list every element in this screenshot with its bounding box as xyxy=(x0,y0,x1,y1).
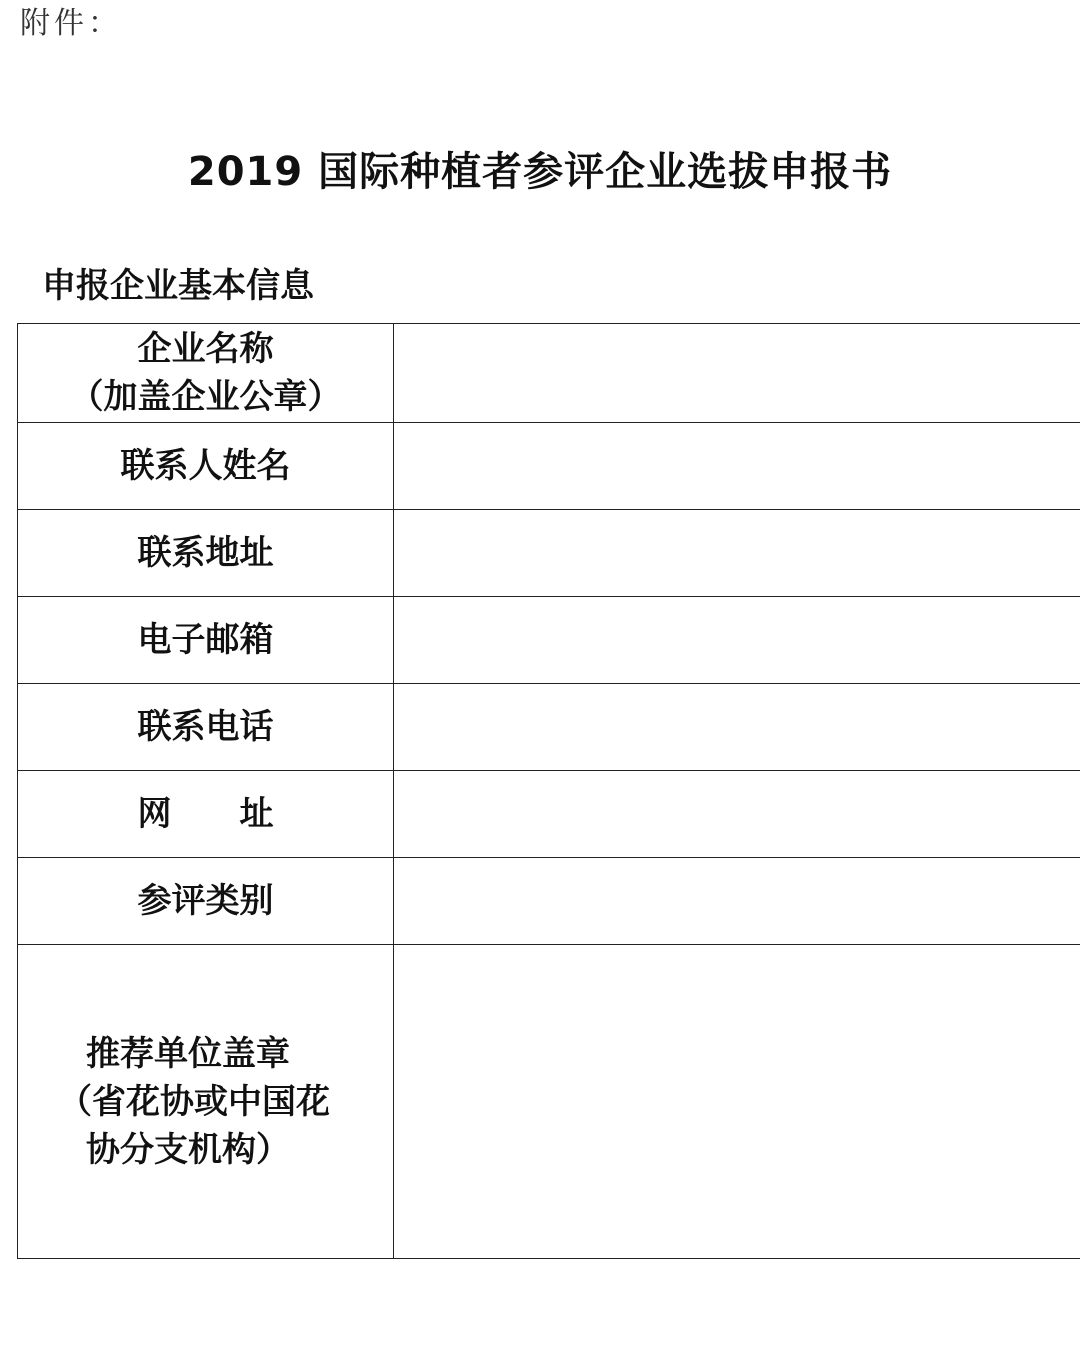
field-recommender-seal[interactable] xyxy=(394,945,1080,1259)
label-category xyxy=(18,858,394,945)
label-contact-name xyxy=(18,423,394,510)
table-row-company-name xyxy=(18,324,1080,423)
field-contact-address[interactable] xyxy=(394,510,1080,597)
label-line: 联系电话 xyxy=(137,707,274,747)
label-line: 网 址 xyxy=(137,794,274,834)
field-company-name[interactable] xyxy=(394,324,1080,423)
label-phone xyxy=(18,684,394,771)
table-row-phone xyxy=(18,684,1080,771)
label-line: 企业名称 xyxy=(137,329,274,369)
table-row-recommender-seal xyxy=(18,945,1080,1259)
label-company-name xyxy=(18,324,394,423)
section-heading: 申报企业基本信息 xyxy=(42,266,314,306)
label-line: 参评类别 xyxy=(137,881,274,921)
label-line: 电子邮箱 xyxy=(137,620,274,660)
label-website xyxy=(18,771,394,858)
label-line: 联系地址 xyxy=(137,533,274,573)
table-row-contact-name xyxy=(18,423,1080,510)
label-contact-address xyxy=(18,510,394,597)
field-phone[interactable] xyxy=(394,684,1080,771)
label-email xyxy=(18,597,394,684)
table-row-contact-address xyxy=(18,510,1080,597)
label-line: 联系人姓名 xyxy=(120,446,291,486)
field-website[interactable] xyxy=(394,771,1080,858)
page-title: 2019 国际种植者参评企业选拔申报书 xyxy=(187,149,893,195)
table-row-website xyxy=(18,771,1080,858)
table-row-email xyxy=(18,597,1080,684)
attachment-label: 附件： xyxy=(20,6,122,41)
label-recommender-seal xyxy=(18,945,394,1259)
table-row-category xyxy=(18,858,1080,945)
field-email[interactable] xyxy=(394,597,1080,684)
label-line: 推荐单位盖章 xyxy=(86,1033,290,1074)
label-line: 协分支机构） xyxy=(86,1129,290,1170)
field-contact-name[interactable] xyxy=(394,423,1080,510)
application-form-table xyxy=(17,323,1080,1259)
label-line: （加盖企业公章） xyxy=(69,377,342,417)
field-category[interactable] xyxy=(394,858,1080,945)
label-line: （省花协或中国花 xyxy=(58,1081,330,1122)
